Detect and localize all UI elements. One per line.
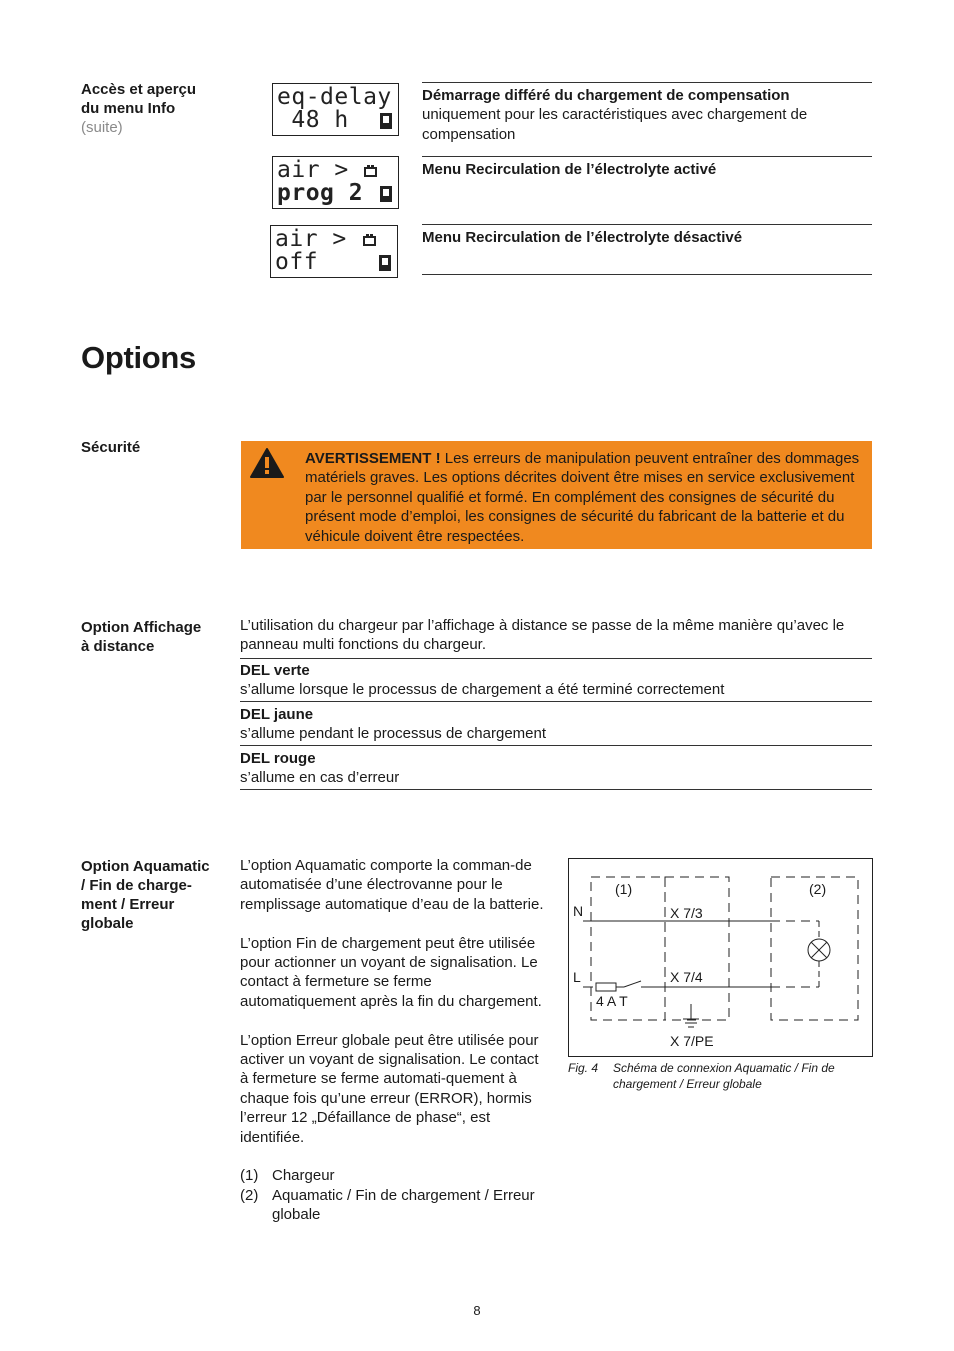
remote-label: Option Affichage à distance: [81, 619, 202, 655]
battery-icon: [363, 234, 376, 246]
led-row-red: DEL rouge s’allume en cas d’erreur: [240, 750, 400, 787]
label-x74: X 7/4: [670, 969, 703, 985]
list-item: (2) Aquamatic / Fin de chargement / Erreur globale: [240, 1186, 535, 1224]
lcd-display-eq-delay: eq-delay 48 h: [272, 83, 399, 136]
wiring-diagram: [568, 858, 873, 1057]
info-item-air-on: Menu Recirculation de l’électrolyte activé: [422, 161, 717, 178]
battery-block-icon: [378, 254, 392, 272]
divider: [422, 224, 872, 225]
safety-label: Sécurité: [81, 439, 141, 456]
list-item: (1) Chargeur: [240, 1167, 335, 1185]
info-section-label: Accès et aperçu du menu Info (suite): [81, 81, 197, 136]
remote-intro: L’utilisation du chargeur par l’affichage à distance se passe de la même manière qu’avec le panneau multi fonctions du chargeur.: [240, 617, 845, 654]
warning-triangle-icon: [249, 447, 285, 479]
warning-text: AVERTISSEMENT ! Les erreurs de manipulation peuvent entraîner des dommages matériels graves. Les options décrites doivent être mises en service exclusivement par le personnel qualifié et formé. En complément des consignes de sécurité du présent mode d’emploi, les consignes de sécurité du fabricant de la batterie et du véhicule doivent être respectées.: [305, 450, 860, 545]
lcd-display-air-prog: air > prog 2: [272, 156, 399, 209]
divider: [422, 82, 872, 83]
battery-icon: [364, 165, 377, 177]
lcd-display-air-off: air > off: [270, 225, 398, 278]
label-x7pe: X 7/PE: [670, 1033, 714, 1049]
figure-number: Fig. 4: [568, 1061, 599, 1075]
figure-caption: Schéma de connexion Aquamatic / Fin de chargement / Erreur globale: [613, 1061, 835, 1091]
paragraph: L’option Aquamatic comporte la comman-de automatisée d’une électrovanne pour le remplissage automatique d’eau de la batterie.: [240, 857, 544, 913]
label-charger: (1): [615, 881, 633, 897]
label-l: L: [573, 969, 581, 985]
paragraph: L’option Fin de chargement peut être utilisée pour actionner un voyant de signalisation. Le contact à fermeture se ferme automatiquement après la fin du chargement.: [240, 934, 542, 1010]
aquamatic-label: Option Aquamatic / Fin de charge- ment / Erreur globale: [81, 858, 210, 932]
led-row-green: DEL verte s’allume lorsque le processus de chargement a été terminé correctement: [240, 662, 725, 699]
label-fuse: 4 A T: [596, 993, 628, 1009]
divider: [240, 658, 872, 659]
warning-box: [241, 441, 872, 549]
battery-block-icon: [379, 112, 393, 130]
label-n: N: [573, 903, 584, 919]
info-item-eq-delay: Démarrage différé du chargement de compensation uniquement pour les caractéristiques avec chargement de compensation: [422, 87, 808, 143]
divider: [240, 745, 872, 746]
divider: [422, 274, 872, 275]
divider: [240, 789, 872, 790]
info-item-air-off: Menu Recirculation de l’électrolyte désactivé: [422, 229, 743, 246]
legend-list: [240, 1166, 550, 1224]
divider: [240, 701, 872, 702]
label-x73: X 7/3: [670, 905, 703, 921]
aquamatic-text: [240, 856, 550, 1225]
page-number: 8: [473, 1303, 481, 1318]
divider: [422, 156, 872, 157]
label-aquamatic: (2): [809, 881, 827, 897]
battery-block-icon: [379, 185, 393, 203]
paragraph: L’option Erreur globale peut être utilisée pour activer un voyant de signalisation. Le contact à fermeture se ferme automati-quement à chaque fois qu’une erreur (ERROR), hormis l’erreur 12 „Défaillance de phase“, est identifiée.: [240, 1031, 539, 1146]
page-heading: Options: [81, 340, 196, 375]
led-row-yellow: DEL jaune s’allume pendant le processus de chargement: [240, 706, 547, 743]
